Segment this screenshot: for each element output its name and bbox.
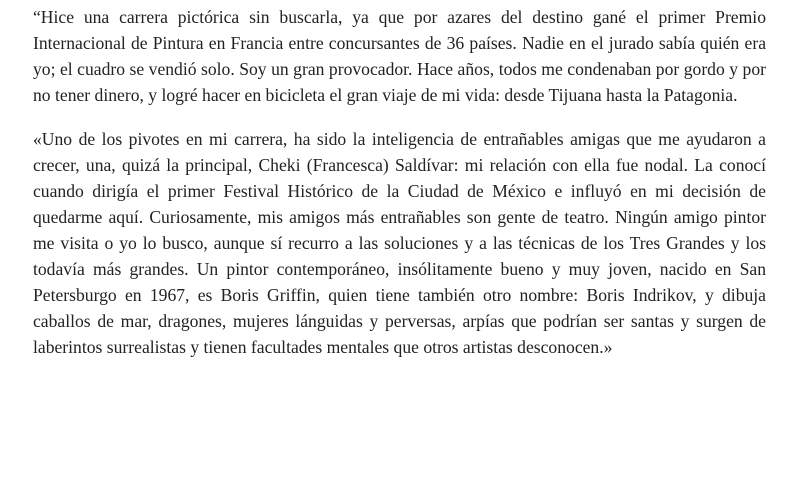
article-body	[33, 4, 766, 360]
paragraph: «Uno de los pivotes en mi carrera, ha sido la inteligencia de entrañables amigas que me ayudaron a crecer, una, quizá la principal, Cheki (Francesca) Saldívar: mi relación con ella fue nodal. La conocí cuando dirigía el primer Festival Histórico de la Ciudad de México e influyó en mi decisión de quedarme aquí. Curiosamente, mis amigos más entrañables son gente de teatro. Ningún amigo pintor me visita o yo lo busco, aunque sí recurro a las soluciones y a las técnicas de los Tres Grandes y los todavía más grandes. Un pintor contemporáneo, insólitamente bueno y muy joven, nacido en San Petersburgo en 1967, es Boris Griffin, quien tiene también otro nombre: Boris Indrikov, y dibuja caballos de mar, dragones, mujeres lánguidas y perversas, arpías que podrían ser santas y surgen de laberintos surrealistas y tienen facultades mentales que otros artistas desconocen.»	[33, 129, 766, 357]
paragraph: “Hice una carrera pictórica sin buscarla, ya que por azares del destino gané el primer Premio Internacional de Pintura en Francia entre concursantes de 36 países. Nadie en el jurado sabía quién era yo; el cuadro se vendió solo. Soy un gran provocador. Hace años, todos me condenaban por gordo y por no tener dinero, y logré hacer en bicicleta el gran viaje de mi vida: desde Tijuana hasta la Patagonia.	[33, 7, 766, 105]
